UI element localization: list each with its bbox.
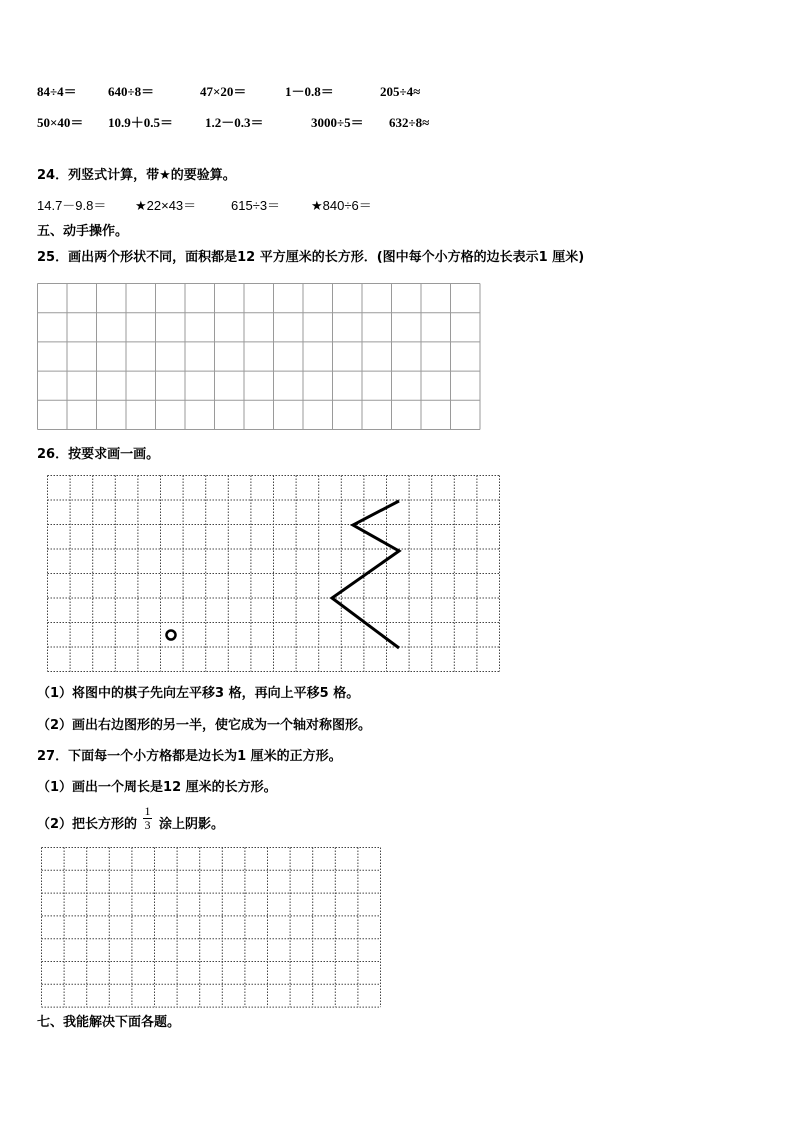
oral-calc-1: 84÷4＝: [37, 84, 77, 99]
q27-sub2-before: （2）把长方形的: [37, 817, 138, 832]
q27-title: 27．下面每一个小方格都是边长为1 厘米的正方形。: [37, 749, 342, 764]
fraction-numerator: 1: [144, 804, 151, 818]
chess-piece: [167, 631, 176, 640]
q26-grid: [48, 476, 500, 672]
q24-expr-1: 14.7－9.8＝: [37, 198, 107, 213]
q24-expr-2: ★22×43＝: [135, 198, 197, 213]
q25-title: 25．画出两个形状不同，面积都是12 平方厘米的长方形．(图中每个小方格的边长表示1 厘米): [37, 250, 585, 265]
q24-title: 24．列竖式计算，带★的要验算。: [37, 168, 236, 183]
oral-calc-2: 640÷8＝: [108, 84, 155, 99]
q27-sub2-after: 涂上阴影。: [159, 817, 225, 832]
oral-calc-9: 3000÷5＝: [311, 115, 364, 130]
q24-expr-4: ★840÷6＝: [311, 198, 372, 213]
q26-sub2: （2）画出右边图形的另一半，使它成为一个轴对称图形。: [37, 718, 372, 733]
oral-calc-10: 632÷8≈: [389, 115, 430, 130]
q26-sub1: （1）将图中的棋子先向左平移3 格，再向上平移5 格。: [37, 686, 360, 701]
oral-calc-3: 47×20＝: [200, 84, 247, 99]
q24-expr-3: 615÷3＝: [231, 198, 281, 213]
section-5-title: 五、动手操作。: [37, 224, 129, 239]
oral-calc-4: 1－0.8＝: [285, 84, 334, 99]
oral-calc-8: 1.2－0.3＝: [205, 115, 264, 130]
oral-calc-7: 10.9＋0.5＝: [108, 115, 174, 130]
section-7-title: 七、我能解决下面各题。: [37, 1015, 181, 1030]
q25-grid: [38, 284, 481, 430]
oral-calc-6: 50×40＝: [37, 115, 84, 130]
zigzag-half-shape: [332, 501, 399, 648]
fraction-denominator: 3: [144, 818, 151, 832]
q27-grid: [42, 848, 381, 1008]
oral-calc-5: 205÷4≈: [380, 84, 421, 99]
q26-title: 26．按要求画一画。: [37, 447, 160, 462]
q27-sub1: （1）画出一个周长是12 厘米的长方形。: [37, 780, 277, 795]
